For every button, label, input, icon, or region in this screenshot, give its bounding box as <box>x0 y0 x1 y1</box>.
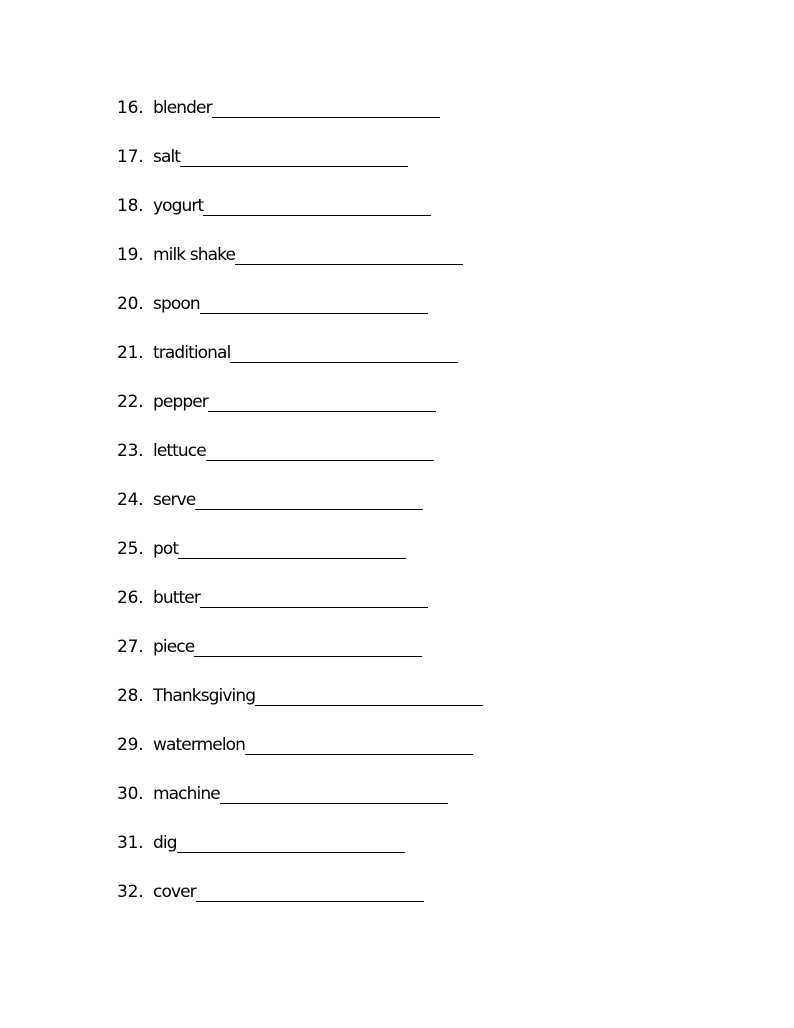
answer-line <box>220 782 448 804</box>
answer-line <box>245 733 473 755</box>
answer-line <box>180 145 408 167</box>
item-number: 24. <box>117 490 144 510</box>
list-item <box>117 439 483 488</box>
answer-line <box>195 488 423 510</box>
item-word: yogurt <box>153 196 204 216</box>
item-word: cover <box>153 882 196 902</box>
item-number: 27. <box>117 637 144 657</box>
answer-line <box>178 537 406 559</box>
list-item <box>117 684 483 733</box>
item-number: 25. <box>117 539 144 559</box>
list-item <box>117 341 483 390</box>
answer-line <box>203 194 431 216</box>
item-number: 18. <box>117 196 144 216</box>
answer-line <box>208 390 436 412</box>
answer-line <box>212 96 440 118</box>
item-word: traditional <box>153 343 231 363</box>
list-item <box>117 831 483 880</box>
answer-line <box>194 635 422 657</box>
item-word: serve <box>153 490 196 510</box>
item-word: spoon <box>153 294 200 314</box>
list-item <box>117 880 483 929</box>
answer-line <box>200 292 428 314</box>
item-number: 26. <box>117 588 144 608</box>
item-word: salt <box>153 147 181 167</box>
list-item <box>117 243 483 292</box>
item-word: watermelon <box>153 735 246 755</box>
list-item <box>117 635 483 684</box>
answer-line <box>206 439 434 461</box>
list-item <box>117 292 483 341</box>
answer-line <box>235 243 463 265</box>
answer-line <box>200 586 428 608</box>
item-number: 29. <box>117 735 144 755</box>
item-word: butter <box>153 588 200 608</box>
list-item <box>117 390 483 439</box>
item-number: 30. <box>117 784 144 804</box>
item-number: 28. <box>117 686 144 706</box>
list-item <box>117 782 483 831</box>
list-item <box>117 96 483 145</box>
item-number: 21. <box>117 343 144 363</box>
vocabulary-list <box>117 96 483 929</box>
answer-line <box>255 684 483 706</box>
list-item <box>117 537 483 586</box>
item-number: 17. <box>117 147 144 167</box>
list-item <box>117 733 483 782</box>
item-number: 32. <box>117 882 144 902</box>
item-word: machine <box>153 784 220 804</box>
item-word: Thanksgiving <box>153 686 256 706</box>
item-word: piece <box>153 637 195 657</box>
list-item <box>117 194 483 243</box>
item-number: 19. <box>117 245 144 265</box>
item-word: milk shake <box>153 245 236 265</box>
list-item <box>117 586 483 635</box>
item-number: 22. <box>117 392 144 412</box>
item-number: 16. <box>117 98 144 118</box>
answer-line <box>177 831 405 853</box>
item-word: pot <box>153 539 179 559</box>
list-item <box>117 488 483 537</box>
item-number: 23. <box>117 441 144 461</box>
list-item <box>117 145 483 194</box>
item-number: 31. <box>117 833 144 853</box>
item-number: 20. <box>117 294 144 314</box>
item-word: lettuce <box>153 441 206 461</box>
answer-line <box>196 880 424 902</box>
answer-line <box>230 341 458 363</box>
item-word: blender <box>153 98 212 118</box>
item-word: pepper <box>153 392 208 412</box>
item-word: dig <box>153 833 177 853</box>
